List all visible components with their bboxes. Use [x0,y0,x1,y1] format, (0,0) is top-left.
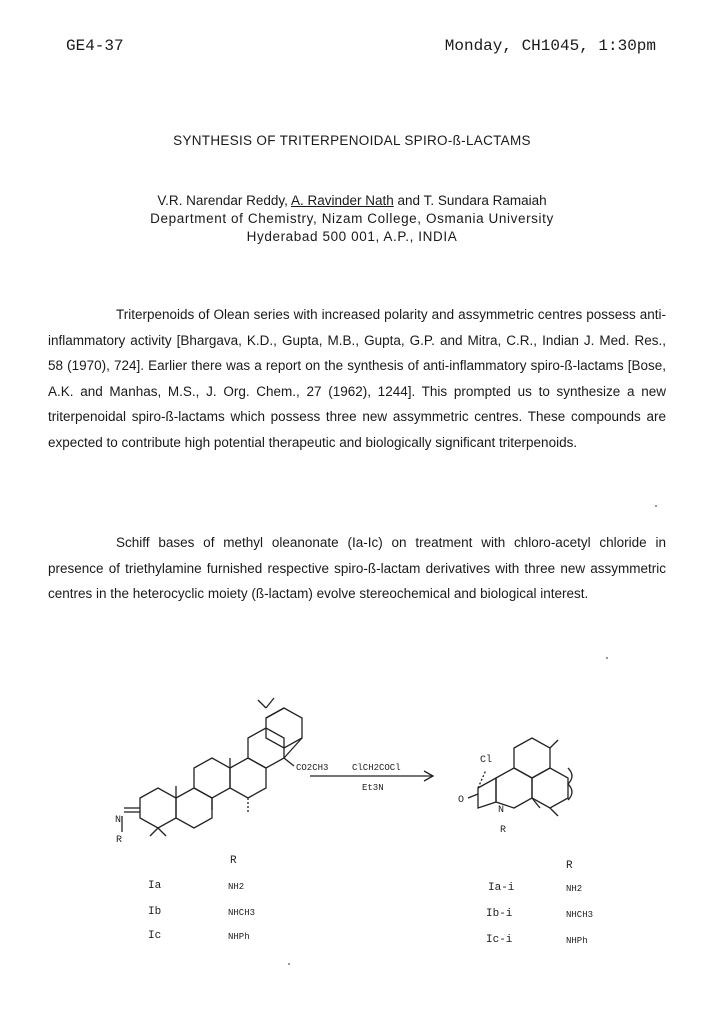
affiliation-department: Department of Chemistry, Nizam College, Osmania University [150,211,554,226]
left-r-2: NHCH3 [228,908,256,918]
ester-label: CO2CH3 [296,763,329,773]
atom-o: O [458,795,465,806]
reagent-bottom: Et3N [362,783,384,793]
right-r-2: NHCH3 [566,910,594,920]
atom-r-left: R [116,835,123,846]
author-2-presenting: A. Ravinder Nath [290,193,394,208]
affiliation-city: Hyderabad 500 001, A.P., INDIA [246,229,458,244]
oleanonate-skeleton [122,698,302,836]
atom-n-right: N [498,805,505,816]
author-joiner: and [397,193,421,208]
right-r-1: NH2 [566,884,583,894]
right-compound-1: Ia-i [488,882,515,894]
right-table-header: R [566,860,573,872]
left-table-header: R [230,855,237,867]
left-r-1: NH2 [228,882,245,892]
spiro-lactam-structure [468,738,572,816]
paragraph-intro: Triterpenoids of Olean series with increased polarity and assymmetric centres possess anti-inflammatory activity [Bhargava, K.D., Gupta, M.B., Gupta, G.P. and Mitra, C.R., Indian J. Med. Res., 58 (1970), 724]. Earlier there was a report on the synthesis of anti-inflammatory spiro-ß-lactams [Bose, A.K. and Manhas, M.S., J. Org. Chem., 27 (1962), 1244]. This prompted us to synthesize a new triterpenoidal spiro-ß-lactams which possess three new assymmetric centres. These compounds are expected to contribute high potential therapeutic and biologically significant triterpenoids. [48,307,666,450]
left-compound-1: Ia [148,880,162,892]
scan-speck [655,505,657,507]
session-info: Monday, CH1045, 1:30pm [444,37,656,55]
right-compound-2: Ib-i [486,908,513,920]
atom-r-right: R [500,825,507,836]
atom-cl: Cl [480,755,493,766]
right-compound-3: Ic-i [486,934,513,946]
atom-n-left: N [115,815,122,826]
left-compound-3: Ic [148,930,162,942]
left-r-3: NHPh [228,932,250,942]
author-line [0,193,704,208]
scan-speck [606,657,608,659]
reagent-top: ClCH2COCl [352,763,401,773]
paragraph-method: Schiff bases of methyl oleanonate (Ia-Ic) on treatment with chloro-acetyl chloride in presence of triethylamine furnished respective spiro-ß-lactam derivatives with three new assymmetric centres in the heterocyclic moiety (ß-lactam) evolve stereochemical and biological interest. [48,535,666,602]
paper-title: SYNTHESIS OF TRITERPENOIDAL SPIRO-ß-LACTAMS [173,133,531,148]
abstract-code: GE4-37 [66,37,124,55]
left-compound-2: Ib [148,906,162,918]
author-1: V.R. Narendar Reddy, [157,193,288,208]
right-r-3: NHPh [566,936,588,946]
author-3: T. Sundara Ramaiah [423,193,547,208]
